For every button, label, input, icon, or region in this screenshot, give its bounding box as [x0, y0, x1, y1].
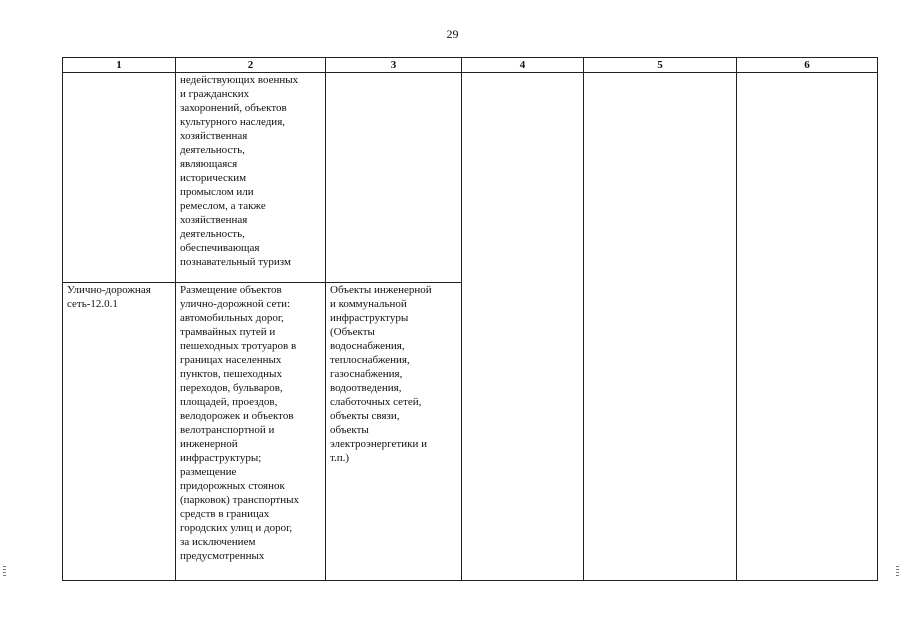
land-use-table	[62, 57, 878, 581]
column-header-5: 5	[584, 58, 737, 73]
header-row	[63, 58, 878, 73]
column-header-3: 3	[326, 58, 462, 73]
permitted-objects-cell: Объекты инженерной и коммунальной инфраструктуры (Объекты водоснабжения, теплоснабжения, газоснабжения, водоотведения, слаботочных сетей, объекты связи, объекты электроэнергетики и т.п.)	[326, 283, 462, 581]
column-5-cell	[584, 73, 737, 581]
column-header-6: 6	[737, 58, 878, 73]
scan-edge-mark-right	[896, 566, 899, 578]
column-6-cell	[737, 73, 878, 581]
page-number: 29	[446, 27, 459, 41]
land-use-description-cell: Размещение объектов улично-дорожной сети: автомобильных дорог, трамвайных путей и пешеходных тротуаров в границах населенных пунктов, пешеходных переходов, бульваров, площадей, проездов, велодорожек и объектов велотранспортной и инженерной инфраструктуры; размещение придорожных стоянок (парковок) транспортных средств в границах городских улиц и дорог, за исключением предусмотренных	[176, 283, 326, 581]
column-4-cell	[462, 73, 584, 581]
land-use-name-cell	[63, 73, 176, 283]
land-use-name-cell: Улично-дорожная сеть-12.0.1	[63, 283, 176, 581]
column-header-4: 4	[462, 58, 584, 73]
permitted-objects-cell	[326, 73, 462, 283]
scan-edge-mark-left	[3, 566, 6, 578]
column-header-1: 1	[63, 58, 176, 73]
column-header-2: 2	[176, 58, 326, 73]
land-use-description-cell: недействующих военных и гражданских захоронений, объектов культурного наследия, хозяйственная деятельность, являющаяся историческим промыслом или ремеслом, а также хозяйственная деятельность, обеспечивающая познавательный туризм	[176, 73, 326, 283]
table-row	[63, 73, 878, 283]
